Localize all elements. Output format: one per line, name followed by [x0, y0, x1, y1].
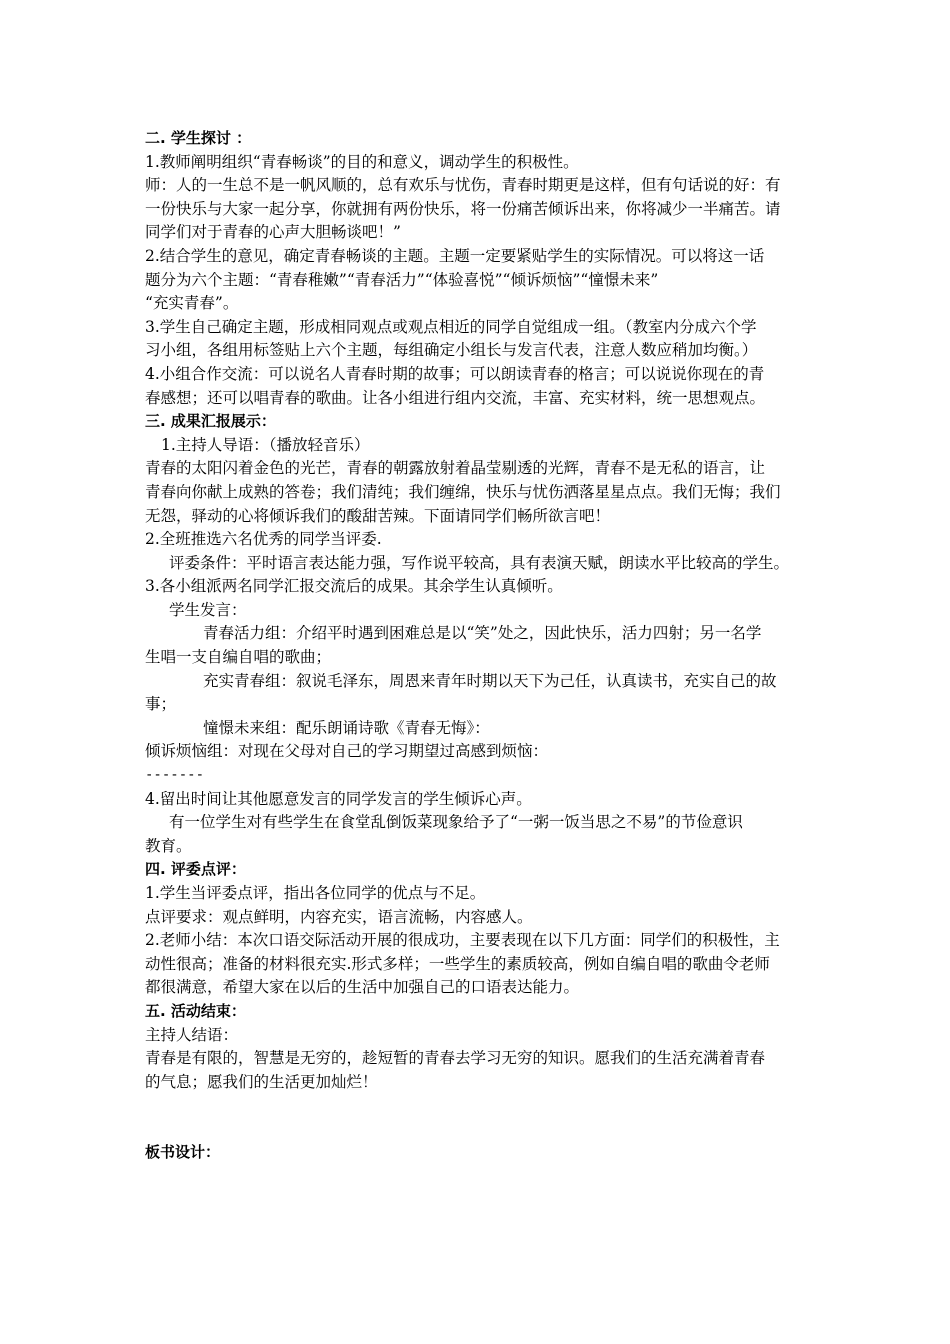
section-heading-4: 四. 评委点评：: [145, 860, 246, 879]
paragraph-line: 4.小组合作交流：可以说名人青春时期的故事；可以朗读青春的格言；可以说说你现在的青: [145, 364, 765, 383]
spacer: [145, 1094, 810, 1141]
paragraph-line: 动性很高；准备的材料很充实.形式多样；一些学生的素质较高，例如自编自唱的歌曲令老师: [145, 954, 770, 973]
paragraph-line: 同学们对于青春的心声大胆畅谈吧！”: [145, 223, 401, 242]
paragraph-line: 青春的太阳闪着金色的光芒，青春的朝露放射着晶莹剔透的光辉，青春不是无私的语言，让: [145, 459, 766, 478]
paragraph-line: 习小组，各组用标签贴上六个主题，每组确定小组长与发言代表，注意人数应稍加均衡。）: [145, 341, 758, 360]
paragraph-line: 师：人的一生总不是一帆风顺的，总有欢乐与忧伤，青春时期更是这样，但有句话说的好：有: [145, 176, 781, 195]
host-intro-line: 1.主持人导语：（播放轻音乐）: [161, 435, 370, 454]
report-line: 3.各小组派两名同学汇报交流后的成果。其余学生认真倾听。: [145, 577, 563, 596]
paragraph-line: 主持人结语：: [145, 1025, 239, 1044]
paragraph-line: 春感想；还可以唱青春的歌曲。让各小组进行组内交流，丰富、充实材料，统一思想观点。: [145, 388, 766, 407]
item4-detail-line-cont: 教育。: [145, 836, 192, 855]
item4-line: 4.留出时间让其他愿意发言的同学发言的学生倾诉心声。: [145, 789, 532, 808]
paragraph-line: 1.学生当评委点评，指出各位同学的优点与不足。: [145, 884, 486, 902]
paragraph-line: 1.教师阐明组织“青春畅谈”的目的和意义，调动学生的积极性。: [145, 152, 579, 171]
group-future-line: 憧憬未来组：配乐朗诵诗歌《青春无悔》：: [203, 718, 490, 737]
paragraph-line: 3.学生自己确定主题，形成相同观点或观点相近的同学自觉组成一组。（教室内分成六个学: [145, 317, 757, 336]
group-enrich-line-cont: 事；: [145, 695, 177, 714]
paragraph-line: “充实青春”。: [145, 294, 239, 313]
item4-detail-line: 有一位学生对有些学生在食堂乱倒饭菜现象给予了“一粥一饭当思之不易”的节俭意识: [169, 813, 743, 832]
section-heading-5: 五. 活动结束：: [145, 1001, 246, 1020]
dash-separator: -------: [145, 767, 205, 784]
paragraph-line: 题分为六个主题：“青春稚嫩”“青春活力”“体验喜悦”“倾诉烦恼”“憧憬未来”: [145, 270, 659, 289]
group-worries-line: 倾诉烦恼组：对现在父母对自己的学习期望过高感到烦恼：: [145, 742, 549, 761]
section-heading-2: 二. 学生探讨 ：: [145, 129, 252, 147]
paragraph-line: 点评要求：观点鲜明，内容充实，语言流畅，内容感人。: [145, 907, 533, 926]
document-page: [145, 127, 810, 1165]
paragraph-line: 无怨，驿动的心将倾诉我们的酸甜苦辣。下面请同学们畅所欲言吧！: [145, 506, 611, 525]
group-enrich-line: 充实青春组：叙说毛泽东，周恩来青年时期以天下为己任，认真读书，充实自己的故: [203, 671, 777, 690]
paragraph-line: 2.结合学生的意见，确定青春畅谈的主题。主题一定要紧贴学生的实际情况。可以将这一话: [145, 246, 765, 265]
paragraph-line: 2.老师小结：本次口语交际活动开展的很成功，主要表现在以下几方面：同学们的积极性，主: [145, 931, 780, 950]
paragraph-line: 青春向你献上成熟的答卷；我们清纯；我们缠绵，快乐与忧伤洒落星星点点。我们无悔；我们: [145, 482, 781, 501]
paragraph-line: 都很满意，希望大家在以后的生活中加强自己的口语表达能力。: [145, 978, 580, 997]
paragraph-line: 青春是有限的，智慧是无穷的，趁短暂的青春去学习无穷的知识。愿我们的生活充满着青春: [145, 1049, 766, 1068]
paragraph-line: 的气息；愿我们的生活更加灿烂！: [145, 1072, 378, 1091]
group-vitality-line-cont: 生唱一支自编自唱的歌曲；: [145, 648, 332, 667]
group-vitality-line: 青春活力组：介绍平时遇到困难总是以“笑”处之，因此快乐，活力四射；另一名学: [203, 624, 762, 643]
paragraph-line: 一份快乐与大家一起分享，你就拥有两份快乐，将一份痛苦倾诉出来，你将减少一半痛苦。请: [145, 199, 781, 218]
speech-label: 学生发言：: [169, 600, 247, 619]
paragraph-line: 2.全班推选六名优秀的同学当评委.: [145, 530, 382, 549]
board-design-heading: 板书设计：: [145, 1143, 221, 1162]
section-heading-3: 三. 成果汇报展示：: [145, 412, 276, 431]
judge-criteria-line: 评委条件：平时语言表达能力强，写作说平较高，具有表演天赋，朗读水平比较高的学生。: [169, 553, 790, 572]
